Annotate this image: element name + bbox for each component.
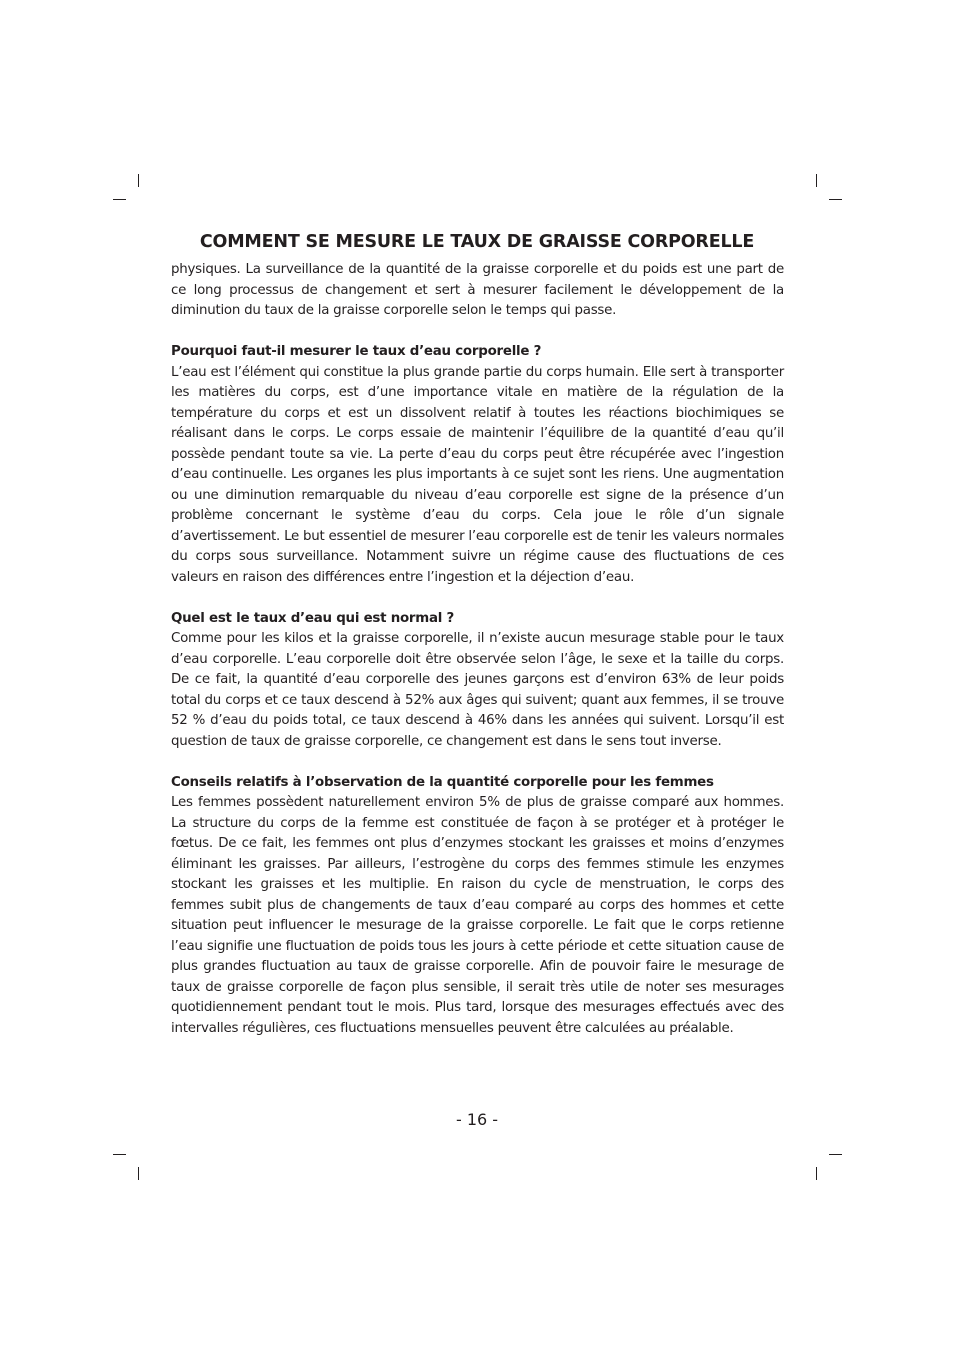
crop-mark-top-right-vertical <box>816 174 817 187</box>
paragraph-spacer <box>171 752 784 773</box>
crop-mark-bottom-right-horizontal <box>829 1154 842 1155</box>
crop-mark-top-right-horizontal <box>829 199 842 200</box>
crop-mark-bottom-right-vertical <box>816 1167 817 1180</box>
crop-mark-bottom-left-vertical <box>138 1167 139 1180</box>
section-paragraph-women-advice: Les femmes possèdent naturellement environ 5% de plus de graisse comparé aux hommes. La structure du corps de la femme est constituée de façon à se protéger et à protéger le fœtus. De ce fait, les femmes ont plus d’enzymes stockant les graisses et moins d’enzymes éliminant les graisses. Par ailleurs, l’estrogène du corps des femmes stimule les enzymes stockant les graisses et les multiplie. En raison du cycle de menstruation, le corps des femmes subit plus de changements de taux d’eau comparé au corps des hommes et cette situation peut influencer le mesurage de la graisse corporelle. Le fait que le corps retienne l’eau signifie une fluctuation de poids tous les jours à cette période et cette situation cause de plus grandes fluctuation au taux de graisse corporelle. Afin de pouvoir faire le mesurage de taux de graisse corporelle de façon plus sensible, il serait très utile de noter ses mesurages quotidiennement pendant tout le mois. Plus tard, lorsque des mesurages effectués avec des intervalles régulières, ces fluctuations mensuelles peuvent être calculées au préalable. <box>171 795 784 1036</box>
section-paragraph-water-measure: L’eau est l’élément qui constitue la plus grande partie du corps humain. Elle sert à transporter les matières du corps, est d’une importance vitale en matière de la régulation de la température du corps et est un dissolvent relatif à toutes les réactions biochimiques se réalisant dans le corps. Le corps essaie de maintenir l’équilibre de la quantité d’eau qu’il possède pendant toute sa vie. La perte d’eau du corps peut être récupérée avec l’ingestion d’eau continuelle. Les organes les plus importants à ce sujet sont les riens. Une augmentation ou une diminution remarquable du niveau d’eau corporelle est signe de la présence d’un problème concernant le système d’eau du corps. Cela joue le rôle d’un signale d’avertissement. Le but essentiel de mesurer l’eau corporelle est de tenir les valeurs normales du corps sous surveillance. Notamment suivre un régime cause des fluctuations de ces valeurs en raison des différences entre l’ingestion et la déjection d’eau. <box>171 364 784 585</box>
paragraph-spacer <box>171 588 784 609</box>
page-title: COMMENT SE MESURE LE TAUX DE GRAISSE CORPORELLE <box>199 232 755 252</box>
page-number: - 16 - <box>455 1110 499 1129</box>
section-heading-women-advice: Conseils relatifs à l’observation de la quantité corporelle pour les femmes <box>171 774 714 790</box>
crop-mark-bottom-left-horizontal <box>113 1154 126 1155</box>
crop-mark-top-left-vertical <box>138 174 139 187</box>
intro-paragraph: physiques. La surveillance de la quantité de la graisse corporelle et du poids est une part de ce long processus de changement et sert à mesurer facilement le développement de la diminution du taux de la graisse corporelle selon le temps qui passe. <box>171 262 784 318</box>
crop-mark-top-left-horizontal <box>113 199 126 200</box>
section-paragraph-normal-water: Comme pour les kilos et la graisse corporelle, il n’existe aucun mesurage stable pour le taux d’eau corporelle. L’eau corporelle doit être observée selon l’âge, le sexe et la taille du corps. De ce fait, la quantité d’eau corporelle des jeunes garçons est d’environ 63% de leur poids total du corps et ce taux descend à 52% aux âges qui suivent; quant aux femmes, il se trouve 52 % d’eau du poids total, ce taux descend à 46% dans les années qui suivent. Lorsqu’il est question de taux de graisse corporelle, ce changement est dans le sens tout inverse. <box>171 631 784 749</box>
body-text <box>171 260 784 1039</box>
section-heading-water-measure: Pourquoi faut-il mesurer le taux d’eau corporelle ? <box>171 344 542 359</box>
paragraph-spacer <box>171 322 784 343</box>
section-heading-normal-water: Quel est le taux d’eau qui est normal ? <box>171 610 455 626</box>
